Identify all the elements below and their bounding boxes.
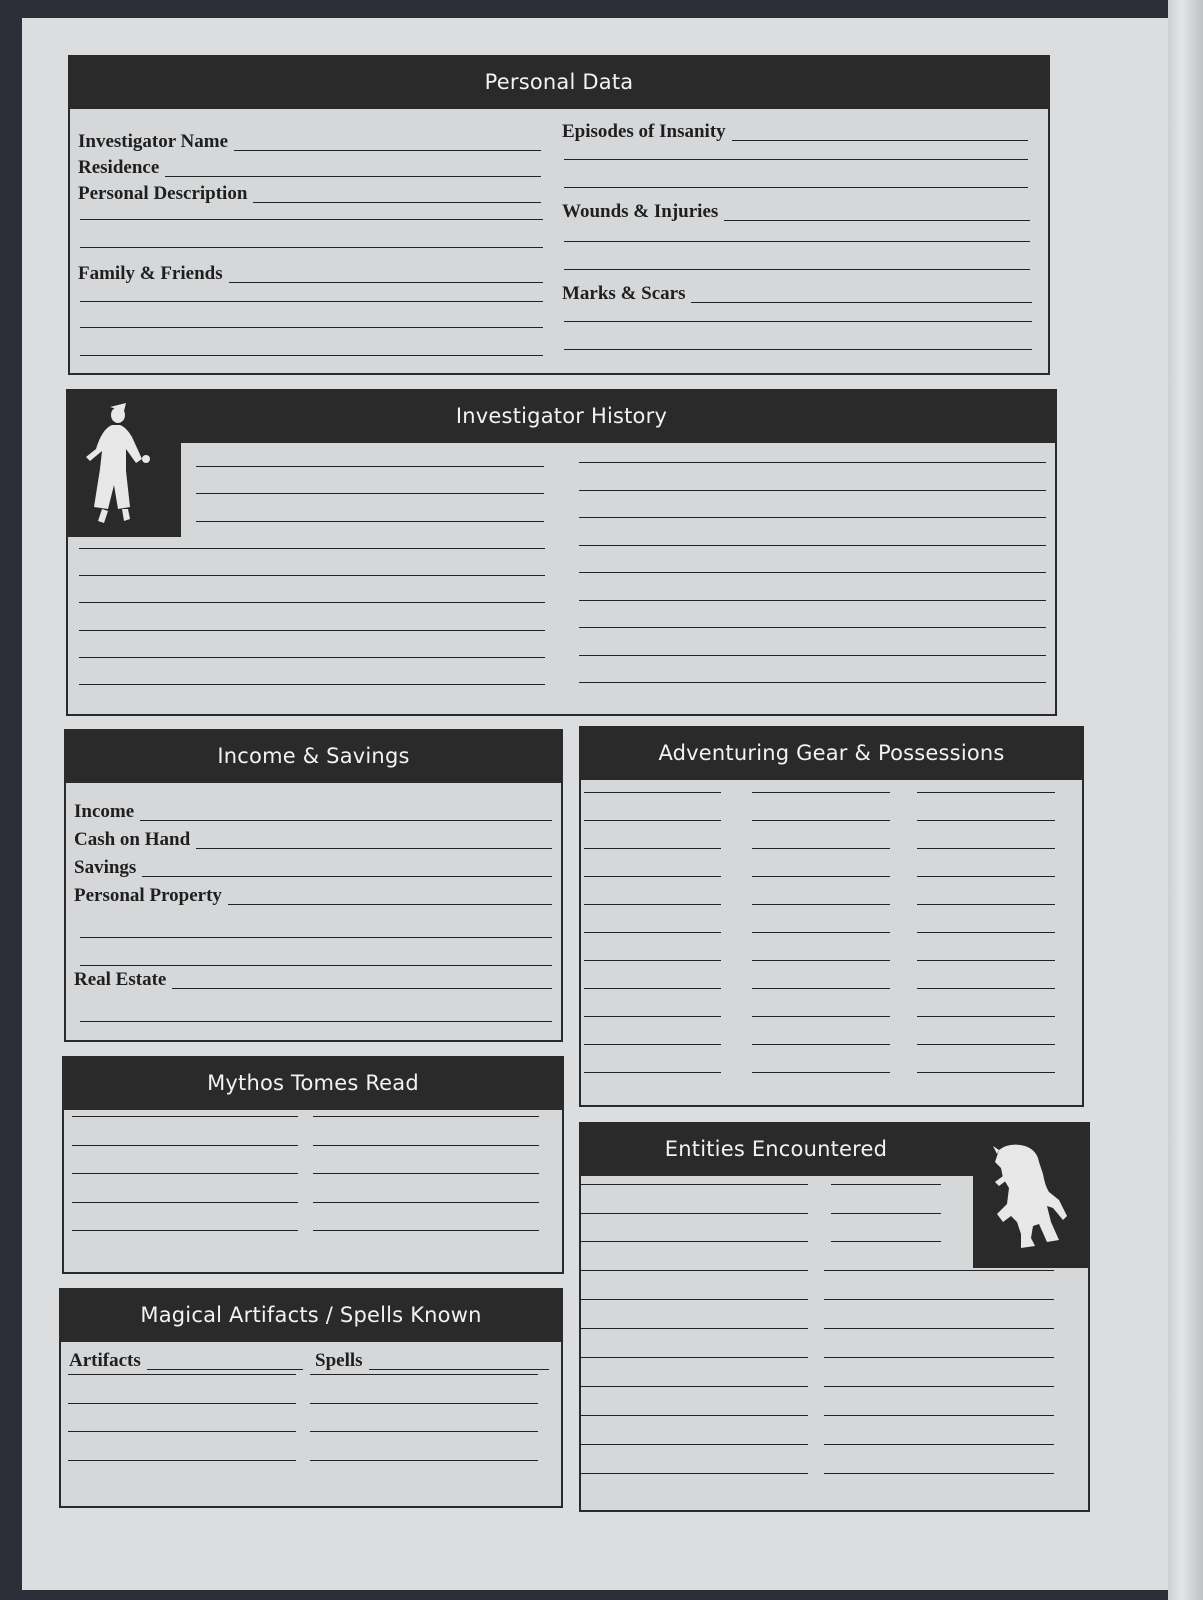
entity-line[interactable] xyxy=(824,1386,1054,1387)
gear-line[interactable] xyxy=(584,904,721,905)
history-line[interactable] xyxy=(579,462,1046,463)
entity-line[interactable] xyxy=(580,1213,808,1214)
tome-line[interactable] xyxy=(72,1230,298,1231)
personal-property-label: Personal Property xyxy=(74,885,222,906)
income-savings-section xyxy=(64,729,563,1042)
entity-line[interactable] xyxy=(580,1473,808,1474)
entity-line[interactable] xyxy=(580,1328,808,1329)
artifact-spell-line[interactable] xyxy=(68,1403,296,1404)
tome-line[interactable] xyxy=(72,1202,298,1203)
tome-line[interactable] xyxy=(313,1145,539,1146)
episodes-insanity-field[interactable] xyxy=(562,119,1028,145)
gear-line[interactable] xyxy=(584,848,721,849)
investigator-name-label: Investigator Name xyxy=(78,131,229,152)
adventuring-gear-title: Adventuring Gear & Possessions xyxy=(579,726,1084,780)
tome-line[interactable] xyxy=(72,1116,298,1117)
wounds-line[interactable] xyxy=(564,241,1030,242)
savings-field[interactable] xyxy=(74,855,552,881)
income-field[interactable] xyxy=(74,799,552,825)
history-line[interactable] xyxy=(579,517,1046,518)
entity-line[interactable] xyxy=(831,1213,941,1214)
history-line[interactable] xyxy=(579,655,1046,656)
episodes-insanity-label: Episodes of Insanity xyxy=(562,121,726,142)
artifacts-label: Artifacts xyxy=(69,1350,141,1371)
property-line[interactable] xyxy=(80,965,552,966)
tome-line[interactable] xyxy=(313,1202,539,1203)
history-line[interactable] xyxy=(579,545,1046,546)
family-friends-field[interactable] xyxy=(78,261,543,287)
artifact-spell-line[interactable] xyxy=(310,1374,538,1375)
real-estate-field[interactable] xyxy=(74,967,552,993)
beast-silhouette-icon xyxy=(973,1122,1090,1268)
entity-line[interactable] xyxy=(580,1444,808,1445)
gear-line[interactable] xyxy=(917,1072,1055,1073)
tome-line[interactable] xyxy=(313,1230,539,1231)
history-line[interactable] xyxy=(196,466,544,467)
gear-line[interactable] xyxy=(752,904,890,905)
artifacts-spells-section xyxy=(59,1288,563,1508)
history-line[interactable] xyxy=(579,682,1046,683)
gear-line[interactable] xyxy=(752,1044,890,1045)
income-label: Income xyxy=(74,801,135,822)
entity-line[interactable] xyxy=(580,1299,808,1300)
personal-data-section xyxy=(68,55,1050,375)
history-line[interactable] xyxy=(79,602,545,603)
real-estate-label: Real Estate xyxy=(74,969,167,990)
entity-line[interactable] xyxy=(824,1415,1054,1416)
wounds-injuries-label: Wounds & Injuries xyxy=(562,201,719,222)
cash-on-hand-label: Cash on Hand xyxy=(74,829,191,850)
wounds-injuries-field[interactable] xyxy=(562,199,1030,225)
history-line[interactable] xyxy=(196,493,544,494)
personal-description-label: Personal Description xyxy=(78,183,248,204)
artifacts-field[interactable] xyxy=(69,1348,303,1374)
history-line[interactable] xyxy=(79,548,545,549)
entity-line[interactable] xyxy=(580,1415,808,1416)
mythos-tomes-title: Mythos Tomes Read xyxy=(62,1056,564,1110)
family-line[interactable] xyxy=(80,301,543,302)
entity-line[interactable] xyxy=(824,1270,1054,1271)
entity-line[interactable] xyxy=(580,1241,808,1242)
entity-line[interactable] xyxy=(824,1357,1054,1358)
gear-line[interactable] xyxy=(917,932,1055,933)
woman-silhouette-icon xyxy=(66,389,181,537)
history-line[interactable] xyxy=(79,630,545,631)
history-line[interactable] xyxy=(79,575,545,576)
gear-line[interactable] xyxy=(917,876,1055,877)
history-line[interactable] xyxy=(579,572,1046,573)
entity-line[interactable] xyxy=(580,1184,808,1185)
history-line[interactable] xyxy=(79,684,545,685)
gear-line[interactable] xyxy=(752,1016,890,1017)
gear-line[interactable] xyxy=(584,1072,721,1073)
gear-line[interactable] xyxy=(584,932,721,933)
artifacts-spells-title: Magical Artifacts / Spells Known xyxy=(59,1288,563,1342)
history-line[interactable] xyxy=(579,600,1046,601)
family-line[interactable] xyxy=(80,327,543,328)
gear-line[interactable] xyxy=(917,848,1055,849)
marks-line[interactable] xyxy=(564,321,1032,322)
marks-scars-field[interactable] xyxy=(562,281,1032,307)
gear-line[interactable] xyxy=(752,792,890,793)
entity-line[interactable] xyxy=(831,1184,941,1185)
personal-description-field[interactable] xyxy=(78,181,541,207)
history-line[interactable] xyxy=(79,657,545,658)
marks-line[interactable] xyxy=(564,349,1032,350)
gear-line[interactable] xyxy=(917,1016,1055,1017)
entity-line[interactable] xyxy=(824,1299,1054,1300)
artifact-spell-line[interactable] xyxy=(310,1460,538,1461)
property-line[interactable] xyxy=(80,937,552,938)
tome-line[interactable] xyxy=(313,1173,539,1174)
description-line[interactable] xyxy=(80,219,543,220)
gear-line[interactable] xyxy=(752,820,890,821)
history-line[interactable] xyxy=(196,521,544,522)
family-friends-label: Family & Friends xyxy=(78,263,223,284)
investigator-name-field[interactable] xyxy=(78,129,541,155)
investigator-history-section xyxy=(66,389,1057,716)
spells-field[interactable] xyxy=(315,1348,549,1374)
real-estate-line[interactable] xyxy=(80,1021,552,1022)
description-line[interactable] xyxy=(80,247,543,248)
gear-line[interactable] xyxy=(584,792,721,793)
history-line[interactable] xyxy=(579,627,1046,628)
gear-line[interactable] xyxy=(584,960,721,961)
gear-line[interactable] xyxy=(752,988,890,989)
history-line[interactable] xyxy=(579,490,1046,491)
family-line[interactable] xyxy=(80,355,543,356)
artifact-spell-line[interactable] xyxy=(310,1403,538,1404)
artifact-spell-line[interactable] xyxy=(310,1431,538,1432)
adventuring-gear-section xyxy=(579,726,1084,1107)
gear-line[interactable] xyxy=(917,1044,1055,1045)
gear-line[interactable] xyxy=(584,820,721,821)
artifact-spell-line[interactable] xyxy=(68,1460,296,1461)
entity-line[interactable] xyxy=(580,1386,808,1387)
gear-line[interactable] xyxy=(917,792,1055,793)
insanity-line[interactable] xyxy=(564,159,1028,160)
entities-encountered-title: Entities Encountered xyxy=(579,1122,973,1176)
page-edge xyxy=(1168,0,1203,1600)
residence-label: Residence xyxy=(78,157,160,178)
gear-line[interactable] xyxy=(917,988,1055,989)
gear-line[interactable] xyxy=(752,932,890,933)
tome-line[interactable] xyxy=(313,1116,539,1117)
gear-line[interactable] xyxy=(584,1016,721,1017)
gear-line[interactable] xyxy=(584,988,721,989)
spells-label: Spells xyxy=(315,1350,363,1371)
marks-scars-label: Marks & Scars xyxy=(562,283,686,304)
entity-line[interactable] xyxy=(824,1444,1054,1445)
savings-label: Savings xyxy=(74,857,137,878)
investigator-history-title: Investigator History xyxy=(66,389,1057,443)
entity-line[interactable] xyxy=(824,1473,1054,1474)
tome-line[interactable] xyxy=(72,1173,298,1174)
personal-property-field[interactable] xyxy=(74,883,552,909)
entity-line[interactable] xyxy=(580,1357,808,1358)
entities-encountered-section xyxy=(579,1122,1090,1512)
cash-on-hand-field[interactable] xyxy=(74,827,552,853)
entity-line[interactable] xyxy=(824,1328,1054,1329)
gear-line[interactable] xyxy=(752,876,890,877)
gear-line[interactable] xyxy=(917,820,1055,821)
gear-line[interactable] xyxy=(584,876,721,877)
personal-data-title: Personal Data xyxy=(68,55,1050,109)
artifact-spell-line[interactable] xyxy=(68,1431,296,1432)
mythos-tomes-section xyxy=(62,1056,564,1274)
tome-line[interactable] xyxy=(72,1145,298,1146)
gear-line[interactable] xyxy=(752,1072,890,1073)
gear-line[interactable] xyxy=(752,848,890,849)
gear-line[interactable] xyxy=(752,960,890,961)
residence-field[interactable] xyxy=(78,155,541,181)
gear-line[interactable] xyxy=(917,904,1055,905)
gear-line[interactable] xyxy=(917,960,1055,961)
income-savings-title: Income & Savings xyxy=(64,729,563,783)
gear-line[interactable] xyxy=(584,1044,721,1045)
entity-line[interactable] xyxy=(580,1270,808,1271)
insanity-line[interactable] xyxy=(564,187,1028,188)
wounds-line[interactable] xyxy=(564,269,1030,270)
entity-line[interactable] xyxy=(831,1241,941,1242)
artifact-spell-line[interactable] xyxy=(68,1374,296,1375)
